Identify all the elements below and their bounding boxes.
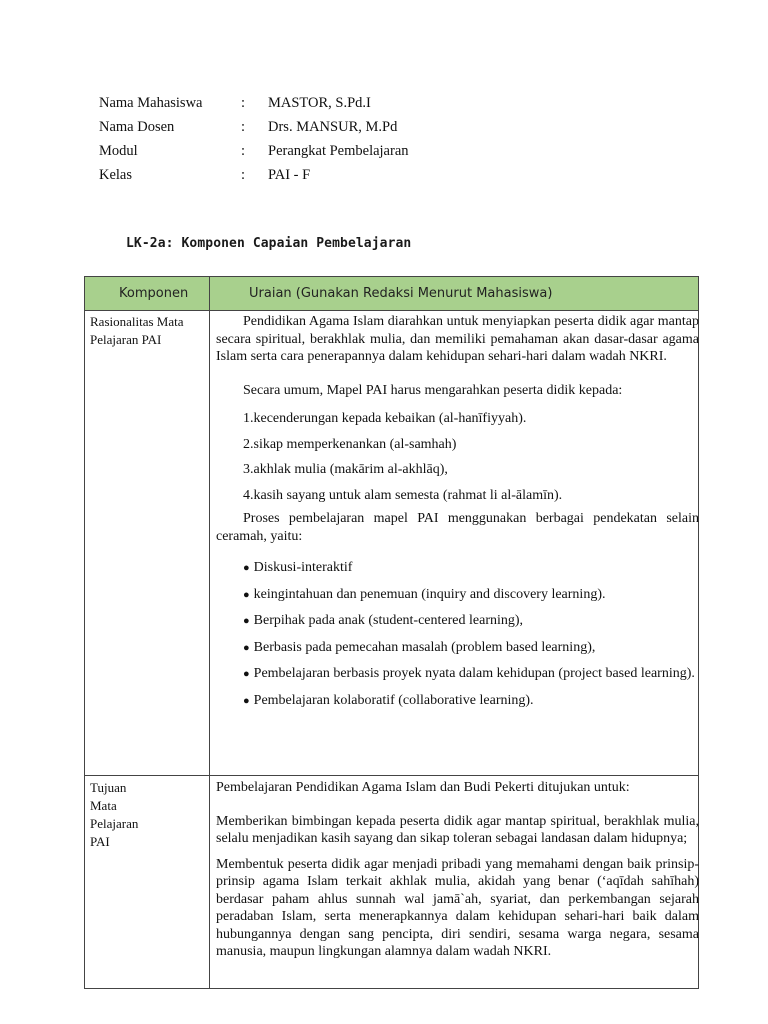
info-value: PAI - F [268,166,311,183]
table-header [85,277,698,311]
list-item [216,586,699,605]
info-separator: : [241,118,246,135]
goals-intro: Pembelajaran Pendidikan Agama Islam dan Budi Pekerti ditujukan untuk: [216,780,630,795]
worksheet-title: LK-2a: Komponen Capaian Pembelajaran [126,236,412,251]
numbered-item: 3.akhlak mulia (makārim al-akhlāq), [243,462,448,477]
component-line: Pelajaran [90,816,139,831]
list-item [216,692,699,711]
list-item [216,665,699,684]
header-description: Uraian (Gunakan Redaksi Menurut Mahasiswa) [249,286,553,301]
numbered-list [216,410,699,504]
bullet-icon: ● [243,588,250,601]
info-label: Nama Dosen [99,118,175,135]
component-line: PAI [90,834,110,849]
list-item-text: keingintahuan dan penemuan (inquiry and discovery learning). [253,586,606,602]
info-row-lecturer [99,115,409,139]
numbered-item: 4.kasih sayang untuk alam semesta (rahmat li al-ālamīn). [243,487,563,503]
row-goals-content [216,779,699,961]
list-item [216,639,699,658]
list-item-text: Diskusi-interaktif [253,560,353,575]
info-label: Kelas [99,166,133,183]
info-value: Drs. MANSUR, M.Pd [268,118,398,135]
student-info [99,91,409,187]
goals-paragraph: Membentuk peserta didik agar menjadi pribadi yang memahami dengan baik prinsip-prinsip agama Islam terkait akhlak mulia, akidah yang benar (‘aqīdah sahīhah) berdasar paham ahlus sunnah wal jamā`ah, syariat, dan perkembangan sejarah peradaban Islam, serta menerapkannya dalam kehidupan sehari-hari baik dalam hubungannya dengan sang pencipta, diri sendiri, sesama warga negara, sesama manusia, maupun lingkungan alamnya dalam wadah NKRI. [216,856,699,959]
row-divider [85,775,698,776]
list-item [216,559,699,578]
component-line: Tujuan [90,780,127,795]
component-line: Mata [90,798,117,813]
list-item [216,612,699,631]
rationale-general: Secara umum, Mapel PAI harus mengarahkan peserta didik kepada: [243,382,623,398]
bullet-icon: ● [243,641,250,654]
info-value: Perangkat Pembelajaran [268,142,409,159]
numbered-item: 1.kecenderungan kepada kebaikan (al-hanīfiyyah). [243,411,527,426]
list-item-text: Pembelajaran kolaboratif (collaborative learning). [253,692,534,708]
column-divider [209,277,210,988]
goals-paragraph: Memberikan bimbingan kepada peserta didik agar mantap spiritual, berakhlak mulia, selalu menjadikan kasih sayang dan sikap toleran sebagai landasan dalam hidupnya; [216,813,699,846]
approach-list [216,559,699,710]
rationale-intro: Pendidikan Agama Islam diarahkan untuk menyiapkan peserta didik agar mantap secara spiritual, berakhlak mulia, dan memiliki pemahaman akan dasar-dasar agama Islam serta cara penerapannya dalam kehidupan sehari-hari dalam wadah NKRI. [216,314,699,364]
info-label: Modul [99,142,138,159]
info-row-module [99,139,409,163]
info-separator: : [241,142,246,159]
bullet-icon: ● [243,694,250,707]
list-item-text: Berpihak pada anak (student-centered learning), [253,613,524,628]
components-table [84,276,699,989]
bullet-icon: ● [243,615,250,627]
rationale-process: Proses pembelajaran mapel PAI menggunakan berbagai pendekatan selain ceramah, yaitu: [216,511,699,544]
component-line: Rasionalitas Mata [90,314,184,329]
row-rationale-label [90,313,184,349]
header-component: Komponen [119,286,189,301]
bullet-icon: ● [243,562,250,574]
list-item-text: Pembelajaran berbasis proyek nyata dalam kehidupan (project based learning). [253,666,695,681]
info-label: Nama Mahasiswa [99,94,203,111]
row-rationale-content [216,313,699,710]
numbered-item: 2.sikap memperkenankan (al-samhah) [243,436,457,452]
component-line: Pelajaran PAI [90,332,162,347]
info-separator: : [241,94,246,111]
list-item-text: Berbasis pada pemecahan masalah (problem based learning), [253,639,596,655]
info-separator: : [241,166,246,183]
info-row-class [99,163,409,187]
info-value: MASTOR, S.Pd.I [268,94,371,111]
row-goals-label [90,779,138,851]
bullet-icon: ● [243,668,250,680]
info-row-student [99,91,409,115]
